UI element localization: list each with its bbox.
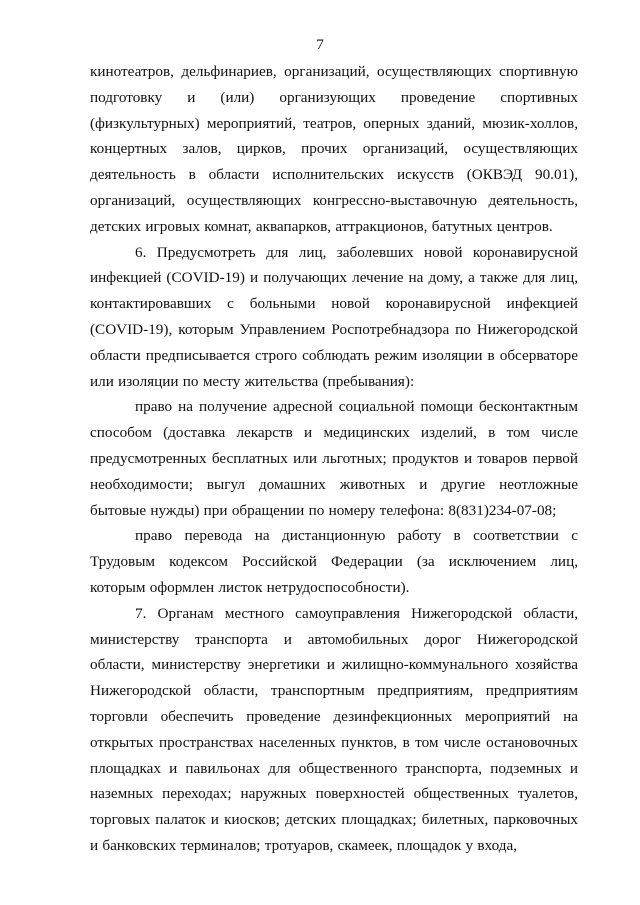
paragraph-continuation: кинотеатров, дельфинариев, организаций, осуществляющих спортивную подготовку и (или) организующих проведение спортивных (физкультурных) мероприятий, театров, оперных зданий, мюзик-холлов, концертных залов, цирков, прочих организаций, осуществляющих деятельность в области исполнительских искусств (ОКВЭД 90.01), организаций, осуществляющих конгрессно-выставочную деятельность, детских игровых комнат, аквапарков, аттракционов, батутных центров.: [90, 63, 578, 235]
paragraph-item-7: 7. Органам местного самоуправления Нижегородской области, министерству транспорта и автомобильных дорог Нижегородской области, министерству энергетики и жилищно-коммунального хозяйства Нижегородской области, транспортным предприятиям, предприятиям торговли обеспечить проведение дезинфекционных мероприятий на открытых пространствах населенных пунктов, в том числе остановочных площадках и павильонах для общественного транспорта, подземных и наземных переходах; наружных поверхностей общественных туалетов, торговых палаток и киосков; детских площадках; билетных, парковочных и банковских терминалов; тротуаров, скамеек, площадок у входа,: [90, 604, 578, 854]
paragraph-remote-work: право перевода на дистанционную работу в соответствии с Трудовым кодексом Российской Федерации (за исключением лиц, которым оформлен листок нетрудоспособности).: [90, 527, 578, 596]
paragraph-social-assistance: право на получение адресной социальной помощи бесконтактным способом (доставка лекарств и медицинских изделий, в том числе предусмотренных бесплатных или льготных; продуктов и товаров первой необходимости; выгул домашних животных и другие неотложные бытовые нужды) при обращении по номеру телефона: 8(831)234-07-08;: [90, 398, 578, 519]
paragraph-item-6: 6. Предусмотреть для лиц, заболевших новой коронавирусной инфекцией (COVID-19) и получающих лечение на дому, а также для лиц, контактировавших с больными новой коронавирусной инфекцией (COVID-19), которым Управлением Роспотребнадзора по Нижегородской области предписывается строго соблюдать режим изоляции в обсерваторе или изоляции по месту жительства (пребывания):: [90, 243, 578, 390]
page-number: 7: [316, 36, 324, 53]
document-body: [90, 59, 578, 859]
